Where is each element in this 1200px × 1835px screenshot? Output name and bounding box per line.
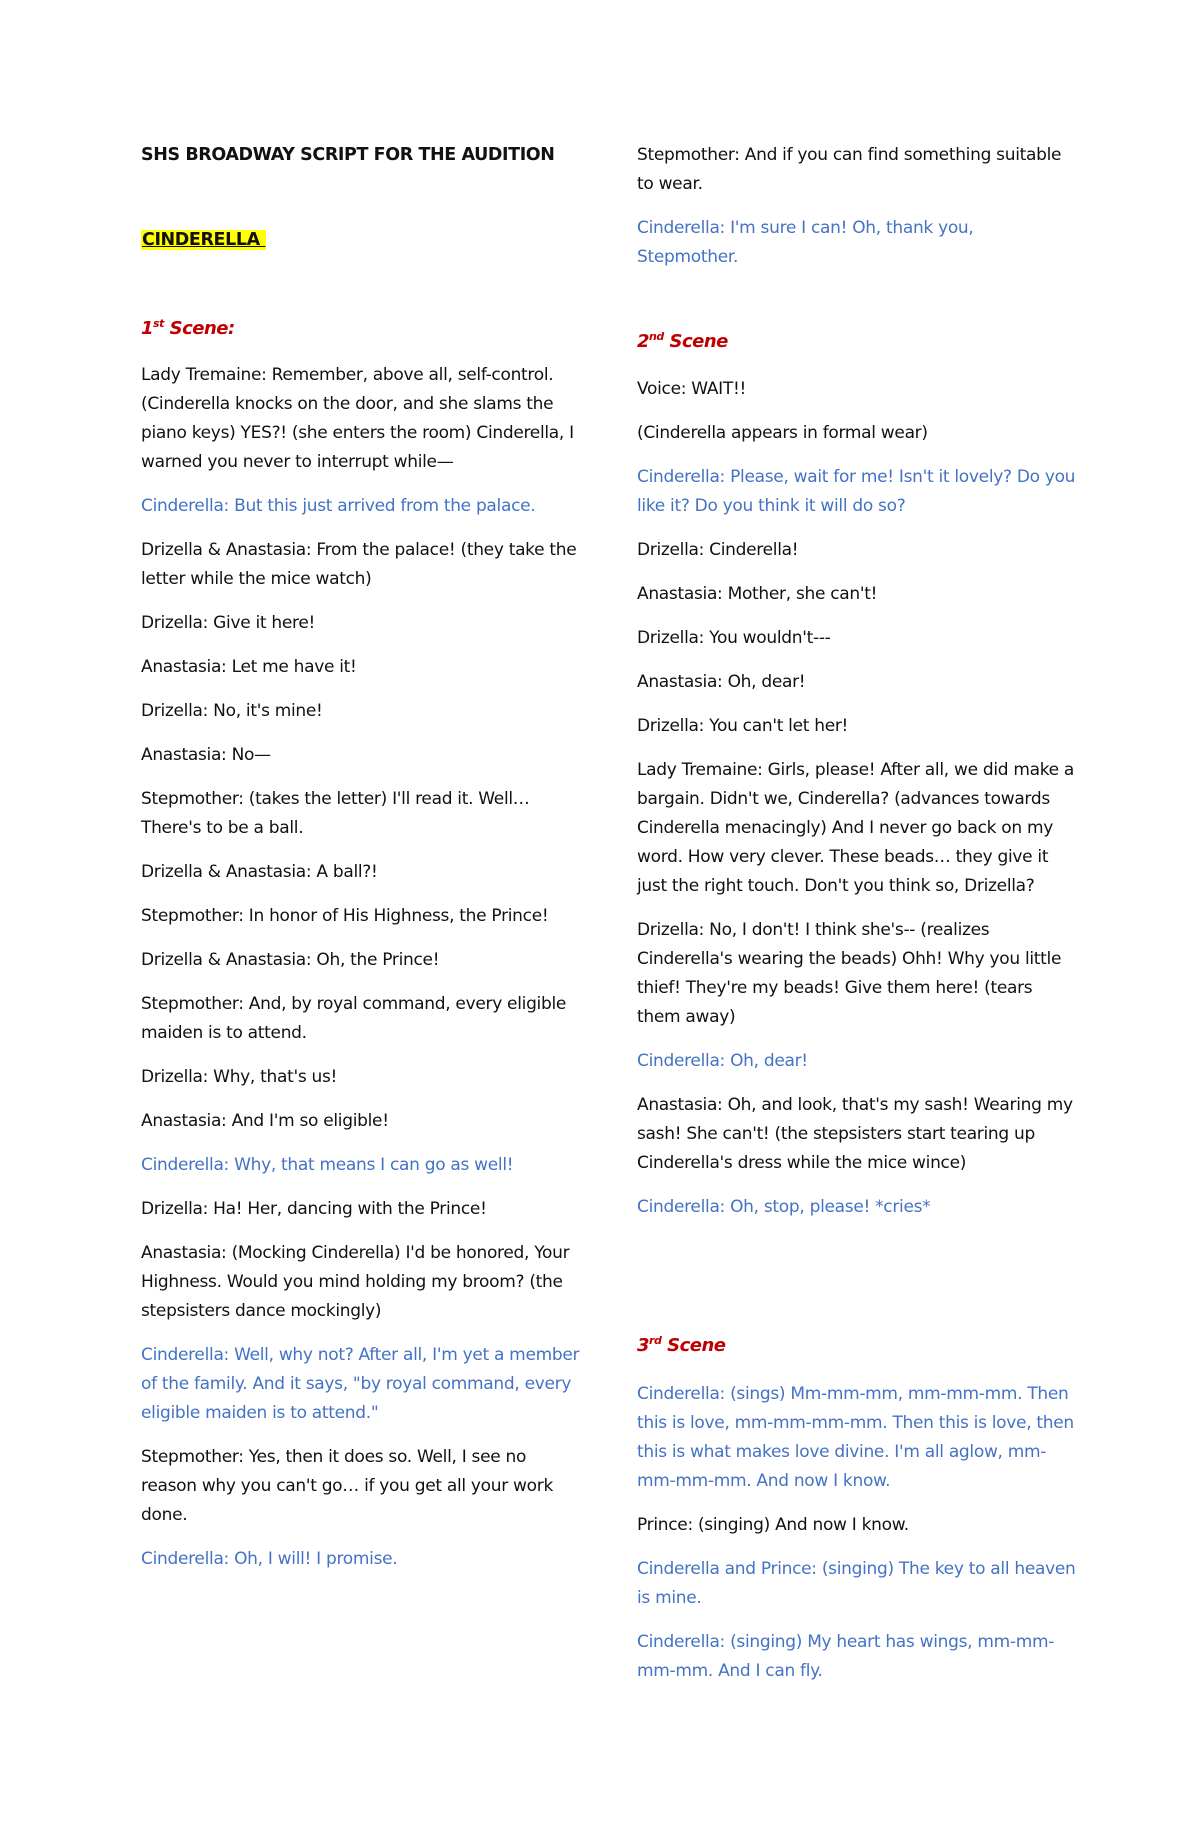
script-line: Lady Tremaine: Remember, above all, self-control. (Cinderella knocks on the door, and she slams the piano keys) YES?! (she enters the room) Cinderella, I warned you never to interrupt while— <box>141 365 574 472</box>
scene-1-heading <box>141 318 235 339</box>
script-line: Drizella: No, it's mine! <box>141 701 323 721</box>
script-line: Stepmother: (takes the letter) I'll read it. Well… There's to be a ball. <box>141 789 530 838</box>
scene-ordinal: rd <box>649 1334 662 1347</box>
scene-label: Scene <box>661 1335 726 1356</box>
script-line: Stepmother: And if you can find something suitable to wear. <box>637 145 1062 194</box>
script-line: (Cinderella appears in formal wear) <box>637 423 928 443</box>
script-line: Cinderella: Oh, dear! <box>637 1051 808 1071</box>
script-line: Cinderella: I'm sure I can! Oh, thank you, Stepmother. <box>637 218 974 267</box>
scene-2-heading <box>637 331 728 352</box>
script-line: Cinderella: But this just arrived from the palace. <box>141 496 536 516</box>
script-line: Anastasia: (Mocking Cinderella) I'd be honored, Your Highness. Would you mind holding my broom? (the stepsisters dance mockingly) <box>141 1243 570 1321</box>
scene-number: 1 <box>141 318 154 339</box>
script-line: Anastasia: And I'm so eligible! <box>141 1111 389 1131</box>
script-line: Drizella: Cinderella! <box>637 540 799 560</box>
script-line: Cinderella: Please, wait for me! Isn't it lovely? Do you like it? Do you think it will do so? <box>637 467 1076 516</box>
scene-1-lines <box>141 361 581 1589</box>
scene-3-lines <box>637 1380 1077 1701</box>
scene-3-heading <box>637 1335 725 1356</box>
script-line: Lady Tremaine: Girls, please! After all, we did make a bargain. Didn't we, Cinderella? (advances towards Cinderella menacingly) And I never go back on my word. How very clever. These beads… they give it just the right touch. Don't you think so, Drizella? <box>637 760 1075 896</box>
script-line: Anastasia: Mother, she can't! <box>637 584 878 604</box>
scene-ordinal: nd <box>649 330 664 343</box>
script-line: Drizella: Give it here! <box>141 613 316 633</box>
scene-1-continued <box>637 141 1077 287</box>
script-line: Cinderella and Prince: (singing) The key to all heaven is mine. <box>637 1559 1076 1608</box>
script-line: Drizella: No, I don't! I think she's-- (realizes Cinderella's wearing the beads) Ohh! Why you little thief! They're my beads! Give them here! (tears them away) <box>637 920 1062 1027</box>
script-line: Anastasia: Let me have it! <box>141 657 357 677</box>
script-line: Voice: WAIT!! <box>637 379 747 399</box>
scene-number: 3 <box>637 1335 650 1356</box>
script-line: Stepmother: Yes, then it does so. Well, I see no reason why you can't go… if you get all your work done. <box>141 1447 553 1525</box>
script-line: Prince: (singing) And now I know. <box>637 1515 909 1535</box>
script-line: Cinderella: (sings) Mm-mm-mm, mm-mm-mm. Then this is love, mm-mm-mm-mm. Then this is love, then this is what makes love divine. I'm all aglow, mm-mm-mm-mm. And now I know. <box>637 1384 1074 1491</box>
script-line: Drizella & Anastasia: From the palace! (they take the letter while the mice watch) <box>141 540 577 589</box>
script-line: Drizella: You can't let her! <box>637 716 849 736</box>
script-line: Anastasia: Oh, dear! <box>637 672 806 692</box>
scene-number: 2 <box>637 331 650 352</box>
script-line: Stepmother: In honor of His Highness, the Prince! <box>141 906 549 926</box>
script-line: Stepmother: And, by royal command, every eligible maiden is to attend. <box>141 994 567 1043</box>
scene-label: Scene: <box>163 318 235 339</box>
script-line: Cinderella: Oh, stop, please! *cries* <box>637 1197 931 1217</box>
document-title: SHS BROADWAY SCRIPT FOR THE AUDITION <box>141 145 555 165</box>
scene-label: Scene <box>663 331 728 352</box>
script-line: Drizella: Ha! Her, dancing with the Prince! <box>141 1199 487 1219</box>
show-title: CINDERELLA <box>142 230 266 250</box>
script-line: Drizella: You wouldn't--- <box>637 628 831 648</box>
script-line: Drizella & Anastasia: A ball?! <box>141 862 378 882</box>
script-line: Anastasia: Oh, and look, that's my sash! Wearing my sash! She can't! (the stepsisters start tearing up Cinderella's dress while the mice wince) <box>637 1095 1073 1173</box>
scene-2-lines <box>637 375 1077 1237</box>
script-line: Cinderella: Why, that means I can go as well! <box>141 1155 514 1175</box>
script-line: Cinderella: (singing) My heart has wings, mm-mm-mm-mm. And I can fly. <box>637 1632 1055 1681</box>
script-line: Drizella & Anastasia: Oh, the Prince! <box>141 950 440 970</box>
scene-ordinal: st <box>153 317 164 330</box>
script-line: Drizella: Why, that's us! <box>141 1067 338 1087</box>
script-line: Anastasia: No— <box>141 745 271 765</box>
script-line: Cinderella: Oh, I will! I promise. <box>141 1549 398 1569</box>
script-line: Cinderella: Well, why not? After all, I'm yet a member of the family. And it says, "by royal command, every eligible maiden is to attend." <box>141 1345 580 1423</box>
